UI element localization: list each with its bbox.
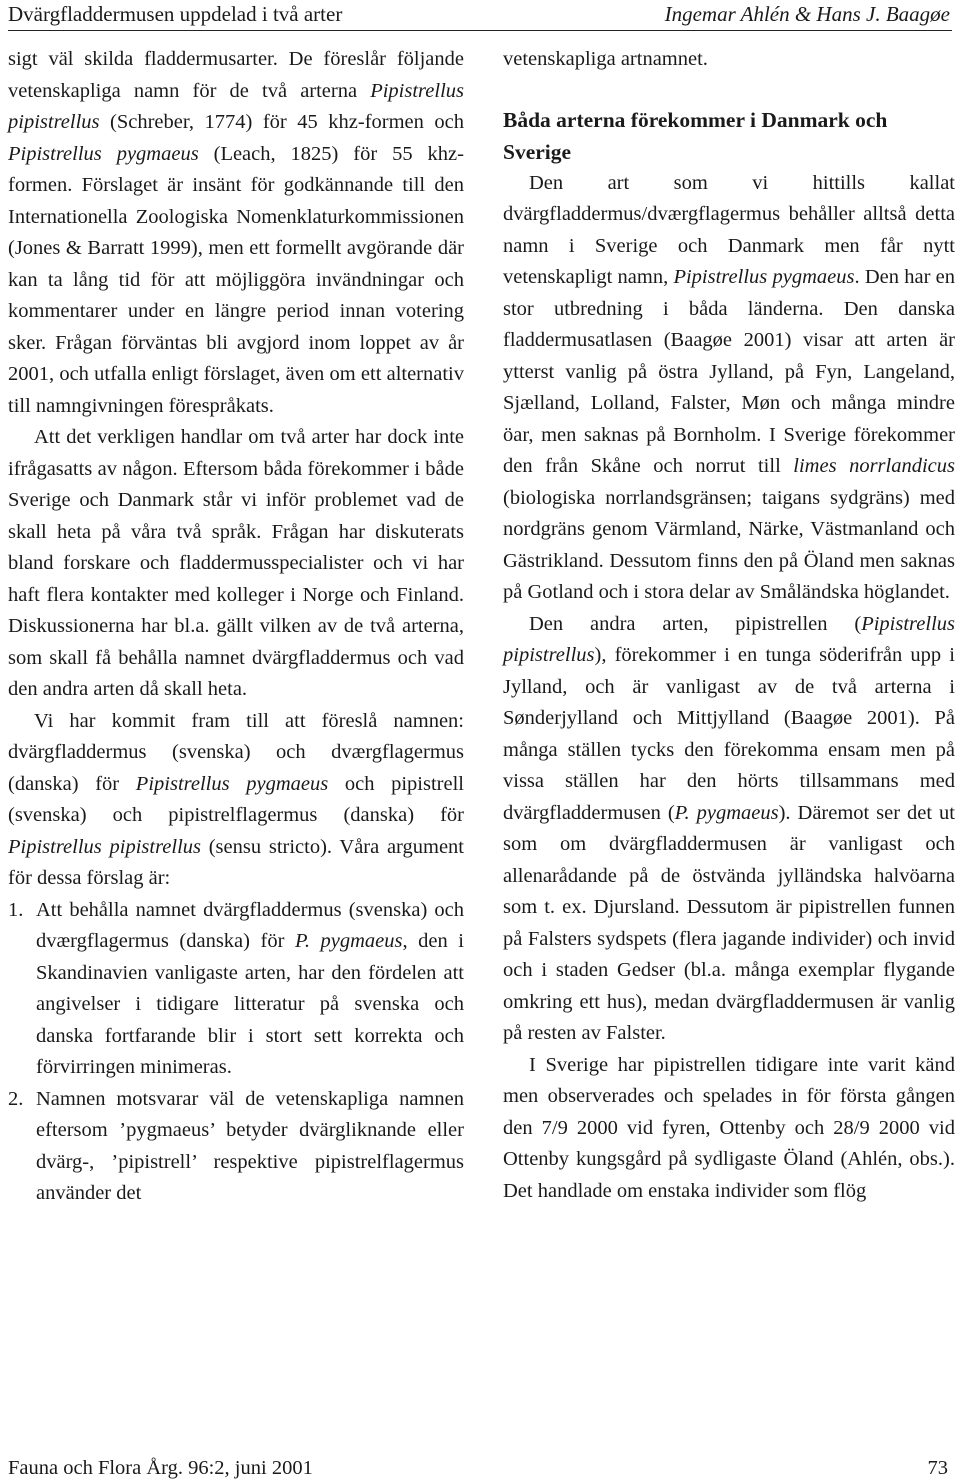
argument-list xyxy=(8,895,464,1210)
list-item: 1. Att behålla namnet dvärgfladdermus (svenska) och dværgflagermus (danska) för P. pygmaeus, den i Skandinavien vanligaste arten, har den fördelen att angivelser i tidigare litteratur på svenska och danska fortfarande blir i stort sett korrekta och förvirringen minimeras. xyxy=(8,898,464,1078)
paragraph: vetenskapliga artnamnet. xyxy=(503,48,708,70)
paragraph: Vi har kommit fram till att föreslå namnen: dvärgfladdermus (svenska) och dværgflagermus (danska) för Pipistrellus pygmaeus och pipistrell (svenska) och pipistrelflagermus (danska) för Pipistrellus pipistrellus (sensu stricto). Våra argument för dessa förslag är: xyxy=(8,709,464,889)
left-column xyxy=(8,44,464,1210)
paragraph: Den andra arten, pipistrellen (Pipistrellus pipistrellus), förekommer i en tunga söderifrån upp i Jylland, och är vanligast av de två arterna i Sønderjylland och Mittjylland (Baagøe 2001). På många ställen tycks den förekomma ensam men på vissa ställen har den hörts tillsammans med dvärgfladdermusen (P. pygmaeus). Däremot ser det ut som om dvärgfladdermusen är vanligast och allenarådande på de östvända jylländska halvöarna som t. ex. Djursland. Dessutom är pipistrellen funnen på Falsters sydspets (flera jagande individer) och invid och i staden Gedser (bl.a. många exemplar flygande omkring ett hus), medan dvärgfladdermusen är vanlig på resten av Falster. xyxy=(503,612,955,1044)
list-item: 2. Namnen motsvarar väl de vetenskapliga namnen eftersom ’pygmaeus’ betyder dvärgliknande eller dvärg-, ’pipistrell’ respektive pipistrelflagermus använder det xyxy=(8,1087,464,1204)
paragraph: Den art som vi hittills kallat dvärgfladdermus/dværgflagermus behåller alltså detta namn i Sverige och Danmark men får nytt vetenskapligt namn, Pipistrellus pygmaeus. Den har en stor utbredning i båda länderna. Den danska fladdermusatlasen (Baagøe 2001) visar att arten är ytterst vanlig på östra Jylland, på Fyn, Langeland, Sjælland, Lolland, Falster, Møn och många mindre öar, men saknas på Bornholm. I Sverige förekommer den från Skåne och norrut till limes norrlandicus (biologiska norrlandsgränsen; taigans sydgräns) med nordgräns genom Värmland, Närke, Västmanland och Gästrikland. Dessutom finns den på Öland men saknas på Gotland och i stora delar av Småländska höglandet. xyxy=(503,171,955,603)
page-number: 73 xyxy=(927,1457,948,1479)
section-heading: Båda arterna förekommer i Danmark och Sverige xyxy=(503,107,888,164)
paragraph: Att det verkligen handlar om två arter har dock inte ifrågasatts av någon. Eftersom båda förekommer i både Sverige och Danmark står vi inför problemet vad de skall heta på våra två språk. Frågan har diskuterats bland forskare och fladdermusspecialister och vi har haft flera kontakter med kolleger i Norge och Finland. Diskussionerna har bl.a. gällt vilken av de två arterna, som skall få behålla namnet dvärgfladdermus och vad den andra arten då skall heta. xyxy=(8,426,464,700)
running-title: Dvärgfladdermusen uppdelad i två arter xyxy=(8,2,343,26)
paragraph: I Sverige har pipistrellen tidigare inte varit känd men observerades och spelades in för första gången den 7/9 2000 vid fyren, Ottenby och 28/9 2000 vid Ottenby kungsgård på sydligaste Öland (Ahlén, obs.). Det handlade om enstaka individer som flög xyxy=(503,1053,955,1202)
authors: Ingemar Ahlén & Hans J. Baagøe xyxy=(664,2,950,26)
header-rule xyxy=(8,30,952,31)
paragraph: sigt väl skilda fladdermusarter. De föreslår följande vetenskapliga namn för de två arterna Pipistrellus pipistrellus (Schreber, 1774) för 45 khz-formen och Pipistrellus pygmaeus (Leach, 1825) för 55 khz-formen. Förslaget är insänt för godkännande till den Internationella Zoologiska Nomenklaturkommissionen (Jones & Barratt 1999), men ett formellt avgörande där kan ta lång tid för att möjliggöra invändningar och kommentarer under en längre period innan votering sker. Frågan förväntas bli avgjord inom loppet av år 2001, och utfalla enligt förslaget, även om ett alternativ till namngivningen förespråkats. xyxy=(8,48,464,417)
journal-footer: Fauna och Flora Årg. 96:2, juni 2001 xyxy=(8,1457,313,1479)
right-column xyxy=(503,44,955,1207)
